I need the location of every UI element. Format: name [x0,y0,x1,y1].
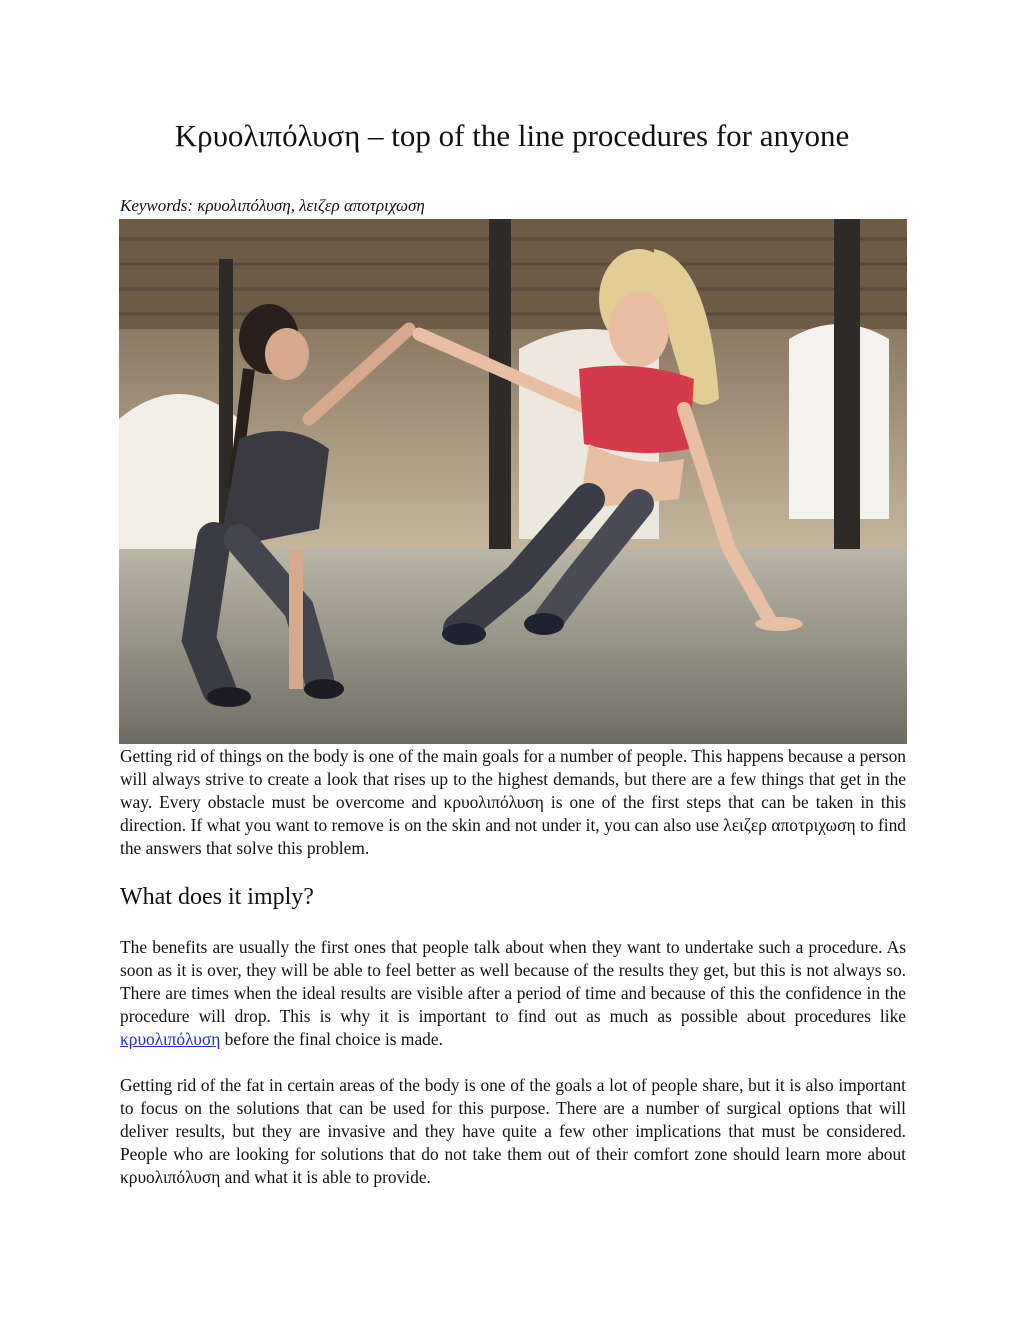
intro-paragraph: Getting rid of things on the body is one of the main goals for a number of people. This happens because a person will always strive to create a look that rises up to the highest demands, but there are a few things that get in the way. Every obstacle must be overcome and κρυολιπόλυση is one of the first steps that can be taken in this direction. If what you want to remove is on the skin and not under it, you can also use λειζερ αποτριχωση to find the answers that solve this problem. [120,746,906,858]
benefits-paragraph [120,936,906,1051]
fitness-photo [119,219,907,744]
page-title: Κρυολιπόλυση – top of the line procedures for anyone [174,118,850,153]
section-heading: What does it imply? [120,884,314,910]
kryolipolysi-link[interactable]: κρυολιπόλυση [120,1029,221,1049]
keywords-line: Keywords: κρυολιπόλυση, λειζερ αποτριχωση [120,196,425,215]
benefits-text-end: before the final choice is made. [220,1029,443,1049]
benefits-text-start: The benefits are usually the first ones that people talk about when they want to undertake such a procedure. As soon as it is over, they will be able to feel better as well because of the results they get, but this is not always so. There are times when the ideal results are visible after a period of time and because of this the confidence in the procedure will drop. This is why it is important to find out as much as possible about procedures like [120,937,906,1026]
fat-removal-paragraph: Getting rid of the fat in certain areas of the body is one of the goals a lot of people share, but it is also important to focus on the solutions that can be used for this purpose. There are a number of surgical options that will deliver results, but they are invasive and they have quite a few other implications that must be considered. People who are looking for solutions that do not take them out of their comfort zone should learn more about κρυολιπόλυση and what it is able to provide. [120,1075,906,1187]
